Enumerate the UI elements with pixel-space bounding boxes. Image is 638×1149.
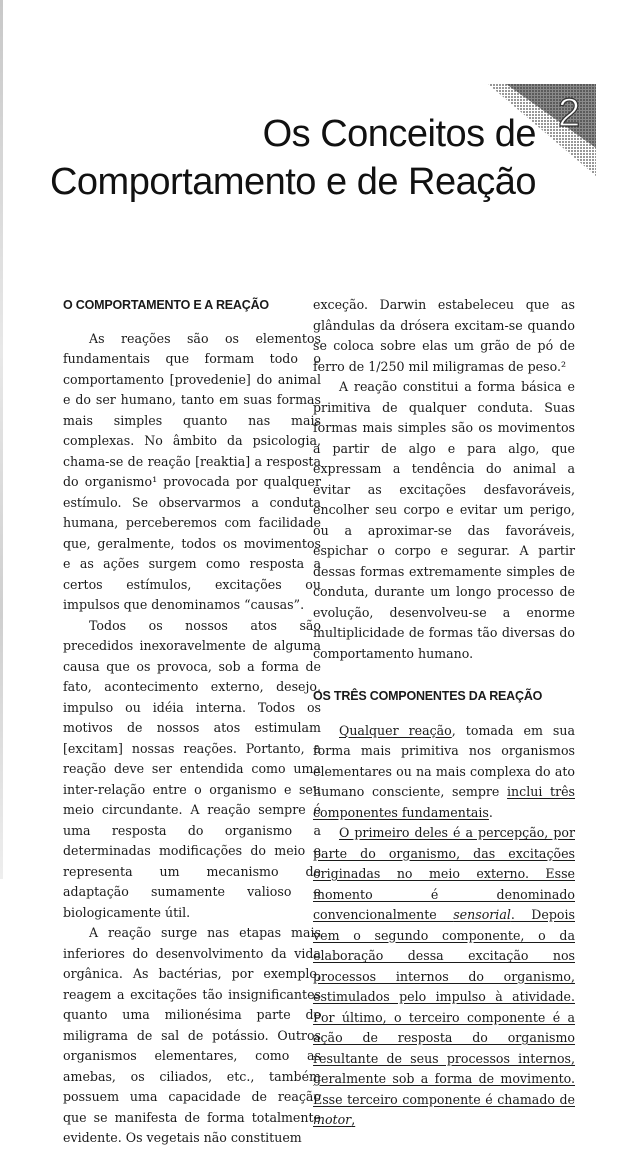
paragraph-text: , (351, 1112, 356, 1127)
paragraph-components-detail (313, 823, 575, 1131)
paragraph-text: . (488, 804, 493, 820)
chapter-title (50, 110, 536, 206)
paragraph-continued: exceção. Darwin estabeleceu que as glândulas da drósera excitam-se quando se coloca sobre elas um grão de pó de ferro de 1/250 mil miligramas de peso.² (313, 297, 575, 374)
scan-edge-shadow (0, 0, 3, 879)
section-heading-three-components: OS TRÊS COMPONENTES DA REAÇÃO (313, 689, 543, 703)
section-heading-behavior-reaction: O COMPORTAMENTO E A REAÇÃO (63, 298, 269, 312)
right-column (313, 295, 575, 1131)
paragraph: A reação constitui a forma básica e primitiva de qualquer conduta. Suas formas mais simples são os movimentos a partir de algo e para algo, que expressam a tendência do animal a evitar as excitações desfavoráveis, encolher seu corpo e evitar um perigo, ou a aproximar-se das favoráveis, espichar o corpo e segurar. A partir dessas formas extremamente simples de conduta, durante um longo processo de evolução, desenvolveu-se a enorme multiplicidade de formas tão diversas do comportamento humano. (313, 379, 575, 661)
paragraph-text: . Depois vem o segundo componente, o da elaboração dessa excitação nos processos internos do organismo, estimulados pelo impulso à atividade. Por último, o terceiro componente é a ação de resposta do organismo resultante de seus processos internos, geralmente sob a forma de movimento. Esse terceiro componente é chamado de (313, 907, 575, 1107)
paragraph-text: O primeiro deles é a percepção, por parte do organismo, das excitações originadas no meio externo. Esse momento é denominado convencionalmente (313, 825, 575, 922)
chapter-title-line-1: Os Conceitos de (262, 113, 536, 155)
left-column (63, 295, 321, 1149)
emphasis-motor: motor (313, 1112, 352, 1127)
chapter-number: 2 (558, 91, 581, 135)
underlined-text: Qualquer reação (339, 722, 452, 738)
paragraph: As reações são os elementos fundamentais que formam todo o comportamento [provedenie] do animal e do ser humano, tanto em suas formas mais simples quanto nas mais complexas. No âmbito da psicologia, chama-se de reação [reaktia] a resposta do organismo¹ provocada por qualquer estímulo. Se observarmos a conduta humana, perceberemos com facilidade que, geralmente, todos os movimentos e as ações surgem como resposta a certos estímulos, excitações ou impulsos que denominamos “causas”. (63, 330, 321, 612)
underlined-text: inclui três componentes fundamentais (313, 784, 575, 820)
paragraph: Todos os nossos atos são precedidos inexoravelmente de alguma causa que os provoca, sob a forma de fato, acontecimento externo, desejo, impulso ou idéia interna. Todos os motivos de nossos atos estimulam [excitam] nossas reações. Portanto, a reação deve ser entendida como uma inter-relação entre o organismo e seu meio circundante. A reação sempre é uma resposta do organismo a determinadas modificações do meio e representa um mecanismo de adaptação sumamente valioso e biologicamente útil. (63, 617, 321, 920)
paragraph-text: , tomada em sua forma mais primitiva nos organismos elementares ou na mais complexa do ato humano consciente, sempre (313, 722, 576, 799)
chapter-title-line-2: Comportamento e de Reação (49, 161, 536, 203)
paragraph: A reação surge nas etapas mais inferiores do desenvolvimento da vida orgânica. As bactérias, por exemplo, reagem a excitações tão insignificantes quanto uma milionésima parte de miligrama de sal de potássio. Outros organismos elementares, como as amebas, os ciliados, etc., também possuem uma capacidade de reação que se manifesta de forma totalmente evidente. Os vegetais não constituem (63, 925, 321, 1145)
emphasis-sensorial: sensorial (453, 907, 511, 922)
paragraph-three-components (313, 721, 575, 824)
